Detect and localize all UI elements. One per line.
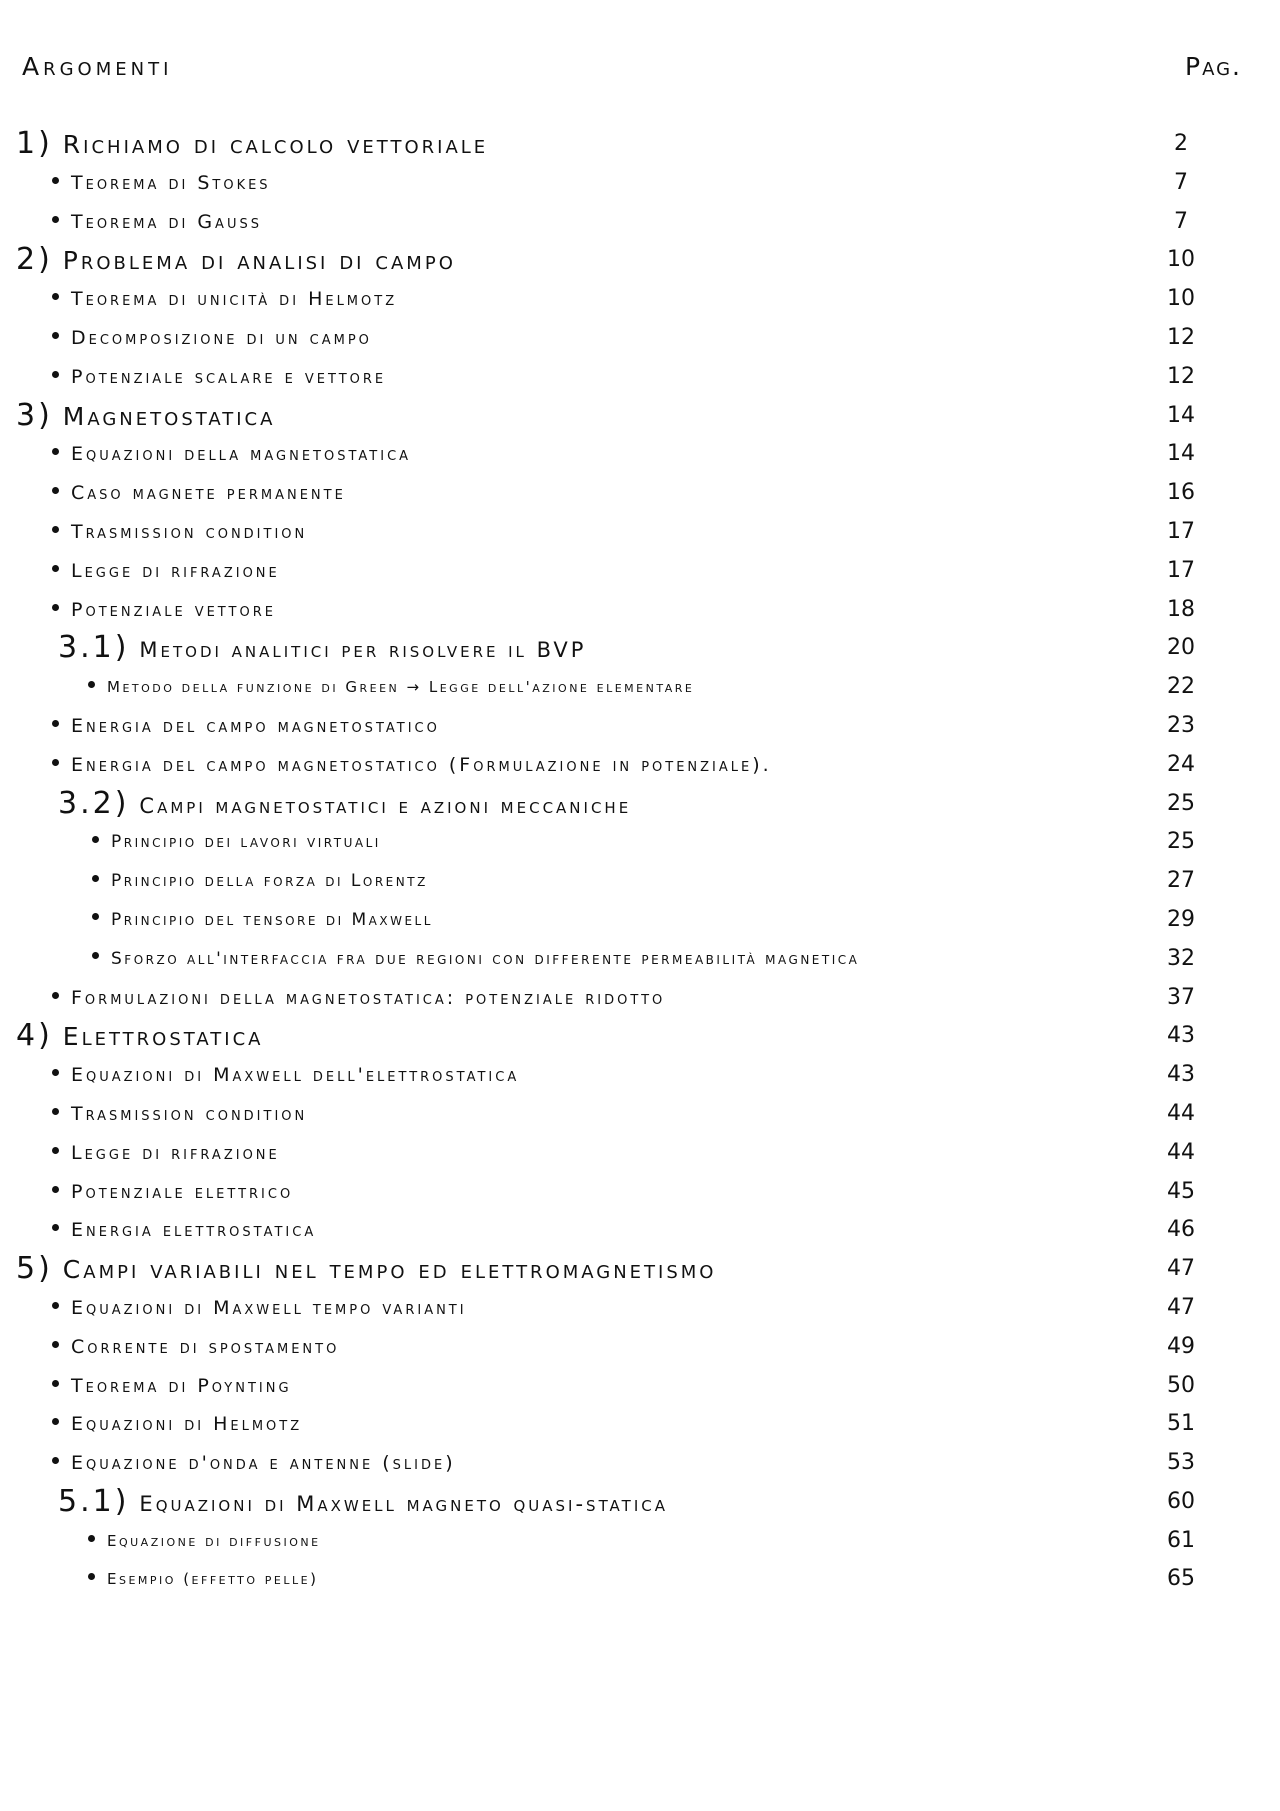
- toc-page-number: 25: [1167, 829, 1195, 855]
- bullet-icon: [52, 1069, 59, 1076]
- toc-page-number: 44: [1167, 1139, 1195, 1165]
- toc-entry-label: [16, 244, 456, 277]
- toc-entry-text: Teorema di Poynting: [71, 1374, 292, 1397]
- toc-entry-text: Equazioni di Maxwell tempo varianti: [71, 1296, 467, 1319]
- bullet-icon: [52, 1380, 59, 1387]
- toc-entry-label: [52, 1176, 293, 1208]
- toc-entry-label: [92, 826, 381, 858]
- bullet-icon: [52, 1108, 59, 1115]
- toc-entry: [0, 361, 1280, 400]
- toc-entry-text: Esempio (effetto pelle): [107, 1570, 319, 1589]
- toc-entry: [0, 322, 1280, 361]
- section-number: 5.1): [58, 1483, 130, 1519]
- toc-entry-text: Principio del tensore di Maxwell: [111, 909, 433, 930]
- toc-entry-text: Principio dei lavori virtuali: [111, 832, 381, 853]
- toc-entry: [0, 1408, 1280, 1447]
- toc-entry: [0, 632, 1280, 671]
- toc-entry: [0, 1214, 1280, 1253]
- toc-entry-label: [52, 322, 372, 354]
- toc-entry-label: [52, 982, 665, 1014]
- toc-entry-text: Decomposizione di un campo: [71, 326, 372, 349]
- toc-entry-label: [92, 943, 859, 975]
- toc-entry: [0, 438, 1280, 477]
- toc-page-number: 65: [1167, 1566, 1195, 1592]
- toc-entry-label: [52, 283, 397, 315]
- toc-page-number: 43: [1167, 1023, 1195, 1049]
- toc-entry-label: [88, 671, 694, 703]
- section-number: 2): [16, 242, 53, 278]
- toc-entry-label: [52, 594, 276, 626]
- toc-entry: [0, 1176, 1280, 1215]
- bullet-icon: [52, 371, 59, 378]
- section-number: 5): [16, 1251, 53, 1287]
- toc-page-number: 43: [1167, 1062, 1195, 1088]
- toc-page-number: 44: [1167, 1100, 1195, 1126]
- toc-entry: [0, 283, 1280, 322]
- toc-entry-label: [52, 361, 386, 393]
- bullet-icon: [88, 1573, 95, 1580]
- toc-page-number: 25: [1167, 790, 1195, 816]
- toc-page-number: 27: [1167, 868, 1195, 894]
- bullet-icon: [52, 216, 59, 223]
- toc-entry-label: [52, 206, 262, 238]
- toc-entry-text: Caso magnete permanente: [71, 482, 346, 505]
- toc-page-number: 45: [1167, 1178, 1195, 1204]
- toc-entry-label: [52, 167, 271, 199]
- toc-entry: [0, 826, 1280, 865]
- toc-entry-text: Corrente di spostamento: [71, 1335, 340, 1358]
- toc-entry-label: [58, 785, 632, 822]
- toc-entry-text: Legge di rifrazione: [71, 559, 280, 582]
- bullet-icon: [52, 1224, 59, 1231]
- toc-page-number: 32: [1167, 945, 1195, 971]
- toc-entry: [0, 671, 1280, 710]
- toc-entry: [0, 943, 1280, 982]
- toc-page-number: 7: [1174, 208, 1188, 234]
- toc-entry: [0, 594, 1280, 633]
- bullet-icon: [88, 1535, 95, 1542]
- bullet-icon: [52, 1457, 59, 1464]
- toc-entry-text: Magnetostatica: [62, 401, 276, 431]
- toc-page-number: 24: [1167, 751, 1195, 777]
- toc-page-number: 60: [1167, 1488, 1195, 1514]
- toc-page-number: 10: [1167, 286, 1195, 312]
- bullet-icon: [52, 1418, 59, 1425]
- toc-page-number: 18: [1167, 596, 1195, 622]
- bullet-icon: [52, 992, 59, 999]
- toc-entry-label: [92, 865, 428, 897]
- toc-entry-text: Potenziale scalare e vettore: [71, 365, 387, 388]
- toc-page-number: 22: [1167, 674, 1195, 700]
- bullet-icon: [52, 604, 59, 611]
- toc-page-number: 61: [1167, 1527, 1195, 1553]
- toc-entry-text: Campi variabili nel tempo ed elettromagnetismo: [62, 1255, 717, 1285]
- toc-page-number: 29: [1167, 906, 1195, 932]
- toc-entry-text: Richiamo di calcolo vettoriale: [62, 130, 489, 159]
- toc-entry: [0, 1525, 1280, 1564]
- toc-entry-label: [88, 1563, 318, 1595]
- toc-entry-text: Metodo della funzione di Green → Legge dell'azione elementare: [107, 678, 695, 697]
- toc-entry-text: Sforzo all'interfaccia fra due regioni con differente permeabilità magnetica: [111, 948, 860, 969]
- toc-entry: [0, 1292, 1280, 1331]
- page-column-label: Pag.: [1185, 52, 1242, 81]
- toc-entry-label: [52, 1098, 307, 1130]
- toc-entry-label: [16, 128, 488, 161]
- toc-page-number: 49: [1167, 1333, 1195, 1359]
- toc-entry: [0, 865, 1280, 904]
- toc-page-number: 2: [1174, 131, 1188, 156]
- toc-page-number: 14: [1167, 402, 1195, 428]
- toc-page-number: 16: [1167, 480, 1195, 506]
- toc-entry-text: Elettrostatica: [62, 1022, 264, 1052]
- toc-page-number: 14: [1167, 441, 1195, 467]
- toc-entry-label: [52, 1370, 292, 1402]
- toc-page-number: 50: [1167, 1372, 1195, 1398]
- section-number: 1): [16, 126, 53, 161]
- toc-entry: [0, 1253, 1280, 1292]
- toc-entry-label: [52, 1447, 456, 1479]
- toc-entry-text: Energia del campo magnetostatico: [71, 714, 440, 737]
- toc-entry-label: [52, 749, 772, 781]
- toc-entry: [0, 1137, 1280, 1176]
- bullet-icon: [52, 1341, 59, 1348]
- toc-entry-text: Teorema di unicità di Helmotz: [71, 288, 398, 311]
- toc-entry: [0, 1563, 1280, 1602]
- toc-entry-text: Formulazioni della magnetostatica: potenziale ridotto: [71, 986, 666, 1009]
- toc-entry-text: Equazioni di Helmotz: [71, 1413, 303, 1436]
- toc-page-number: 17: [1167, 557, 1195, 583]
- toc-entry-label: [52, 1059, 519, 1091]
- toc-entry: [0, 785, 1280, 827]
- bullet-icon: [52, 759, 59, 766]
- bullet-icon: [92, 836, 99, 843]
- toc-entry-label: [58, 1483, 668, 1520]
- bullet-icon: [52, 1302, 59, 1309]
- section-number: 3): [16, 397, 53, 433]
- toc-entry: [0, 244, 1280, 283]
- bullet-icon: [52, 332, 59, 339]
- toc-entry-label: [88, 1525, 321, 1557]
- section-number: 4): [16, 1018, 53, 1054]
- toc-entry-label: [52, 1137, 280, 1169]
- toc-entry: [0, 477, 1280, 516]
- toc-entry-label: [16, 1020, 263, 1053]
- toc-entry-text: Energia elettrostatica: [71, 1219, 317, 1242]
- toc-entry: [0, 555, 1280, 594]
- toc-entry-label: [92, 904, 433, 936]
- toc-page-number: 53: [1167, 1450, 1195, 1476]
- toc-entry-label: [16, 1253, 716, 1286]
- toc-header: [22, 52, 1242, 92]
- bullet-icon: [52, 565, 59, 572]
- toc-entry: [0, 1447, 1280, 1486]
- toc-entry: [0, 982, 1280, 1021]
- toc-page-number: 7: [1174, 169, 1188, 195]
- toc-entry-label: [52, 555, 280, 587]
- bullet-icon: [52, 526, 59, 533]
- toc-entry-text: Problema di analisi di campo: [62, 246, 456, 276]
- toc-page-number: 23: [1167, 712, 1195, 738]
- toc-entry: [0, 1098, 1280, 1137]
- toc-entry-label: [52, 1214, 316, 1246]
- toc-entry: [0, 1331, 1280, 1370]
- bullet-icon: [52, 1147, 59, 1154]
- toc-entry-text: Trasmission condition: [71, 520, 308, 543]
- toc-entry: [0, 1059, 1280, 1098]
- toc-entry-label: [58, 632, 586, 666]
- toc-page-number: 10: [1167, 247, 1195, 273]
- toc-page-number: 17: [1167, 518, 1195, 544]
- bullet-icon: [52, 177, 59, 184]
- toc-page-number: 51: [1167, 1411, 1195, 1437]
- toc-entry-text: Trasmission condition: [71, 1102, 308, 1125]
- toc-entry-label: [16, 397, 276, 433]
- toc-entry: [0, 1370, 1280, 1409]
- toc-page-number: 46: [1167, 1217, 1195, 1243]
- toc-entry: [0, 1483, 1280, 1525]
- bullet-icon: [52, 293, 59, 300]
- toc-title: Argomenti: [22, 52, 173, 81]
- toc-entry-text: Metodi analitici per risolvere il BVP: [139, 638, 587, 663]
- toc-entry: [0, 167, 1280, 206]
- bullet-icon: [52, 1186, 59, 1193]
- toc-entry-text: Potenziale elettrico: [71, 1180, 294, 1203]
- toc-entry-label: [52, 438, 411, 470]
- section-number: 3.2): [58, 785, 130, 821]
- toc-entry-text: Teorema di Stokes: [71, 171, 271, 194]
- toc-page-number: 20: [1167, 635, 1195, 661]
- toc-entry: [0, 904, 1280, 943]
- toc-entry-label: [52, 1408, 302, 1440]
- toc-page-number: 12: [1167, 324, 1195, 350]
- toc-entry: [0, 397, 1280, 439]
- toc-entry: [0, 710, 1280, 749]
- toc-entry-text: Campi magnetostatici e azioni meccaniche: [139, 793, 632, 818]
- toc-entry: [0, 1020, 1280, 1059]
- toc-entry-label: [52, 710, 440, 742]
- toc-entry-label: [52, 516, 307, 548]
- toc-entry-text: Legge di rifrazione: [71, 1141, 280, 1164]
- bullet-icon: [52, 720, 59, 727]
- toc-entry-text: Principio della forza di Lorentz: [111, 871, 428, 892]
- section-number: 3.1): [58, 630, 130, 666]
- toc-entry-label: [52, 1292, 467, 1324]
- toc-entry-text: Equazioni di Maxwell magneto quasi-statica: [139, 1491, 668, 1516]
- toc-entry-text: Potenziale vettore: [71, 598, 276, 621]
- bullet-icon: [52, 448, 59, 455]
- toc-entry-text: Teorema di Gauss: [71, 210, 262, 233]
- toc-page-number: 47: [1167, 1294, 1195, 1320]
- toc-entry: [0, 516, 1280, 555]
- toc-entry-label: [52, 477, 346, 509]
- toc-entry: [0, 749, 1280, 788]
- toc-page-number: 12: [1167, 363, 1195, 389]
- toc-entry-text: Energia del campo magnetostatico (Formulazione in potenziale).: [71, 753, 772, 776]
- toc-page-number: 37: [1167, 984, 1195, 1010]
- table-of-contents: [0, 128, 1280, 1602]
- toc-entry-label: [52, 1331, 339, 1363]
- toc-entry-text: Equazione d'onda e antenne (slide): [71, 1452, 456, 1475]
- toc-entry: [0, 128, 1280, 167]
- toc-page-number: 47: [1167, 1256, 1195, 1282]
- toc-entry-text: Equazioni di Maxwell dell'elettrostatica: [71, 1064, 520, 1087]
- toc-entry-text: Equazione di diffusione: [107, 1531, 321, 1550]
- bullet-icon: [92, 875, 99, 882]
- toc-entry-text: Equazioni della magnetostatica: [71, 443, 412, 466]
- bullet-icon: [92, 913, 99, 920]
- bullet-icon: [88, 681, 95, 688]
- bullet-icon: [52, 487, 59, 494]
- bullet-icon: [92, 952, 99, 959]
- toc-entry: [0, 206, 1280, 245]
